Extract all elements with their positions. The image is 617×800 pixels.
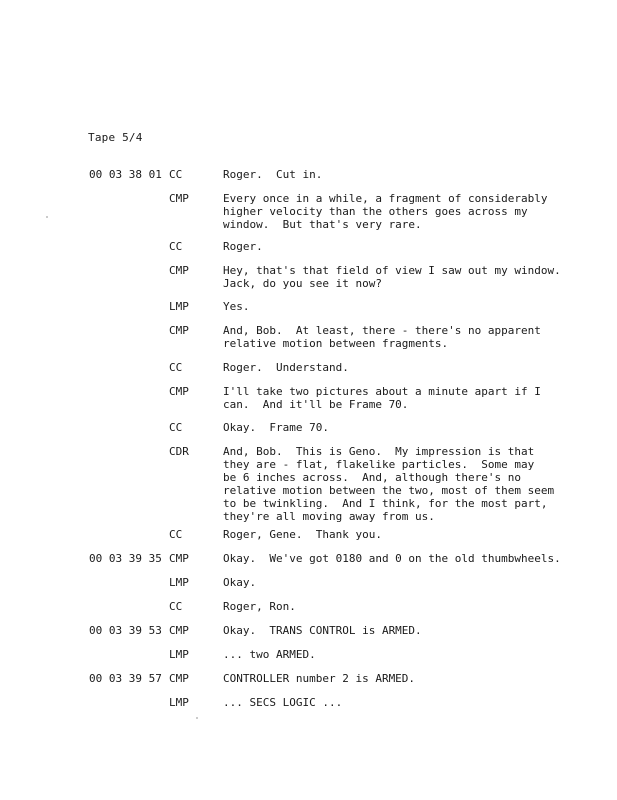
entry-text xyxy=(223,600,563,613)
entry-text-line: Okay. TRANS CONTROL is ARMED. xyxy=(223,624,422,637)
entry-speaker: CC xyxy=(169,528,183,541)
entry-speaker: CMP xyxy=(169,192,189,205)
entry-text-line: Jack, do you see it now? xyxy=(223,277,382,290)
entry-text-line: Yes. xyxy=(223,300,250,313)
entry-text-line: Every once in a while, a fragment of considerably xyxy=(223,192,548,205)
entry-text-line: to be twinkling. And I think, for the most part, xyxy=(223,497,548,510)
entry-text-line: Okay. Frame 70. xyxy=(223,421,329,434)
entry-text xyxy=(223,361,563,374)
entry-text xyxy=(223,648,563,661)
entry-speaker: CC xyxy=(169,361,183,374)
entry-text-line: can. And it'll be Frame 70. xyxy=(223,398,409,411)
entry-speaker: CC xyxy=(169,240,183,253)
entry-text xyxy=(223,552,563,565)
entry-text-line: Okay. We've got 0180 and 0 on the old thumbwheels. xyxy=(223,552,561,565)
entry-timestamp: 00 03 39 53 xyxy=(89,624,162,637)
entry-text xyxy=(223,528,563,541)
entry-text-line: they are - flat, flakelike particles. Some may xyxy=(223,458,535,471)
entry-timestamp: 00 03 38 01 xyxy=(89,168,162,181)
entry-text xyxy=(223,168,563,181)
entry-text xyxy=(223,576,563,589)
entry-speaker: LMP xyxy=(169,696,189,709)
entry-timestamp: 00 03 39 57 xyxy=(89,672,162,685)
entry-speaker: LMP xyxy=(169,648,189,661)
entry-speaker: CMP xyxy=(169,672,189,685)
entry-speaker: CDR xyxy=(169,445,189,458)
entry-text-line: And, Bob. At least, there - there's no apparent xyxy=(223,324,541,337)
scan-speck xyxy=(46,216,48,218)
entry-text-line: CONTROLLER number 2 is ARMED. xyxy=(223,672,416,685)
entry-speaker: CMP xyxy=(169,385,189,398)
entry-text-line: relative motion between the two, most of them seem xyxy=(223,484,555,497)
entry-text-line: be 6 inches across. And, although there's no xyxy=(223,471,522,484)
entry-text xyxy=(223,624,563,637)
entry-text-line: higher velocity than the others goes across my xyxy=(223,205,528,218)
entry-text-line: ... SECS LOGIC ... xyxy=(223,696,343,709)
entry-text xyxy=(223,421,563,434)
entry-speaker: CMP xyxy=(169,264,189,277)
entry-text xyxy=(223,240,563,253)
entry-timestamp: 00 03 39 35 xyxy=(89,552,162,565)
entry-text xyxy=(223,696,563,709)
entry-speaker: LMP xyxy=(169,300,189,313)
entry-text-line: And, Bob. This is Geno. My impression is that xyxy=(223,445,535,458)
entry-speaker: LMP xyxy=(169,576,189,589)
entry-text xyxy=(223,192,563,231)
entry-speaker: CMP xyxy=(169,552,189,565)
entry-speaker: CMP xyxy=(169,324,189,337)
entry-text-line: ... two ARMED. xyxy=(223,648,316,661)
entry-text-line: Roger. Understand. xyxy=(223,361,349,374)
entry-text-line: Roger. Cut in. xyxy=(223,168,323,181)
entry-text-line: I'll take two pictures about a minute apart if I xyxy=(223,385,541,398)
entry-text-line: Hey, that's that field of view I saw out my window. xyxy=(223,264,561,277)
tape-label: Tape 5/4 xyxy=(88,131,143,144)
entry-text-line: they're all moving away from us. xyxy=(223,510,435,523)
entry-text xyxy=(223,300,563,313)
entry-text xyxy=(223,324,563,350)
entry-text xyxy=(223,264,563,290)
entry-text-line: Roger. xyxy=(223,240,263,253)
entry-speaker: CC xyxy=(169,421,183,434)
entry-text-line: Roger, Ron. xyxy=(223,600,296,613)
entry-speaker: CMP xyxy=(169,624,189,637)
entry-speaker: CC xyxy=(169,168,183,181)
entry-text xyxy=(223,385,563,411)
entry-text-line: Okay. xyxy=(223,576,257,589)
entry-text-line: relative motion between fragments. xyxy=(223,337,449,350)
entry-speaker: CC xyxy=(169,600,183,613)
entry-text xyxy=(223,445,563,523)
entry-text-line: Roger, Gene. Thank you. xyxy=(223,528,382,541)
entry-text-line: window. But that's very rare. xyxy=(223,218,422,231)
scan-speck xyxy=(196,717,198,719)
entry-text xyxy=(223,672,563,685)
